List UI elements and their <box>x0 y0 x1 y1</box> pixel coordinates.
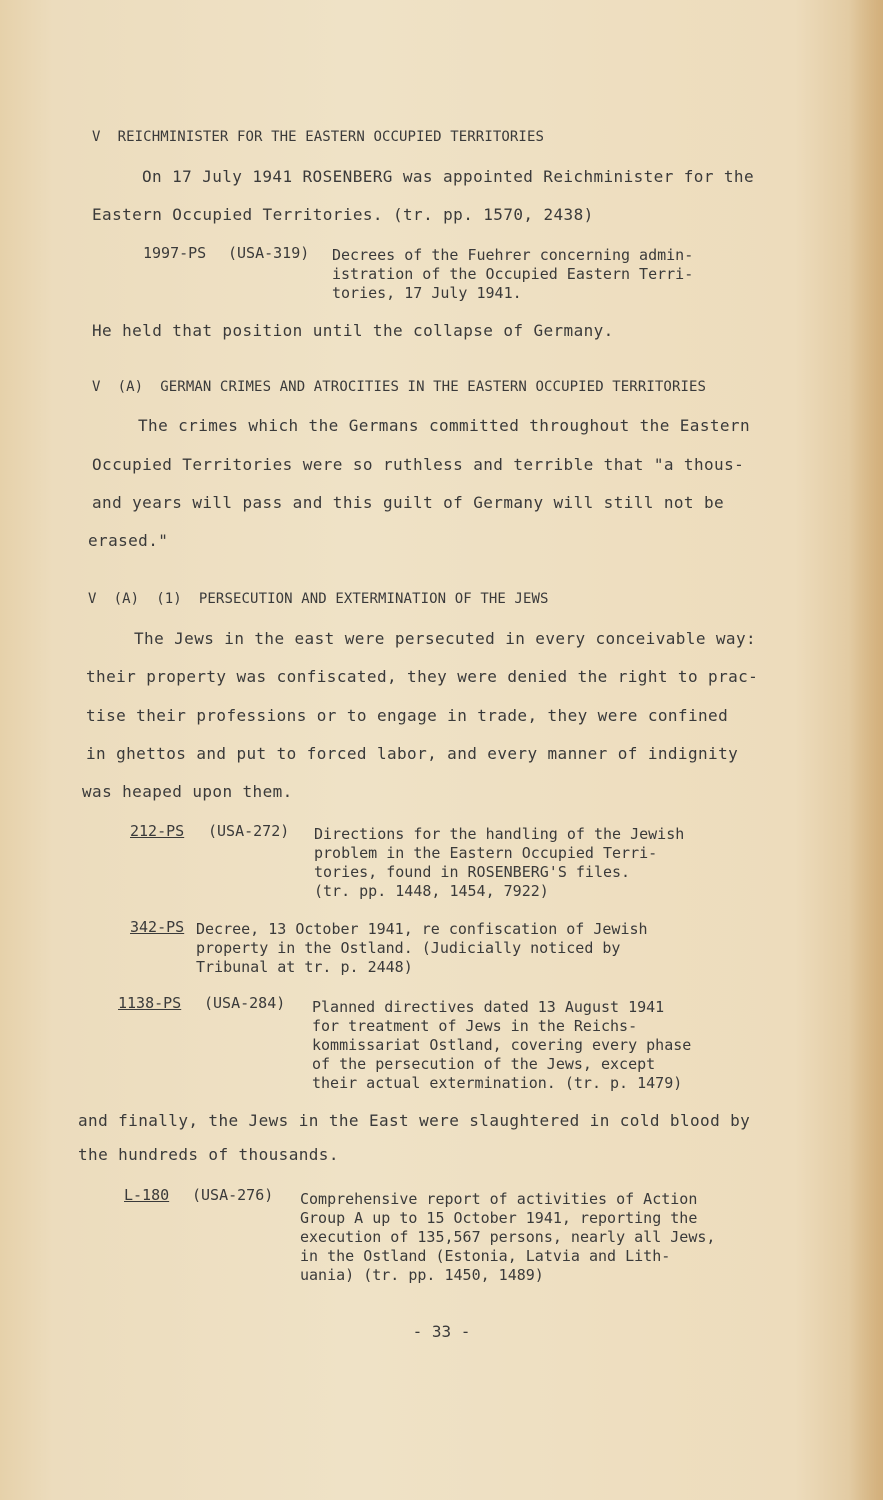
citation-text-line: Planned directives dated 13 August 1941 <box>312 998 665 1016</box>
paragraph-line: the hundreds of thousands. <box>78 1145 339 1164</box>
paragraph-line: The Jews in the east were persecuted in every conceivable way: <box>134 629 757 648</box>
section-va1-heading: V (A) (1) PERSECUTION AND EXTERMINATION OF THE JEWS <box>88 591 549 607</box>
paragraph-line: The crimes which the Germans committed throughout the Eastern <box>138 416 751 435</box>
citation-doc: 342-PS <box>130 918 185 936</box>
citation-text-line: Tribunal at tr. p. 2448) <box>196 958 413 976</box>
page-number: - 33 - <box>412 1322 471 1341</box>
citation-text-line: Comprehensive report of activities of Action <box>300 1190 698 1208</box>
paragraph-line: Occupied Territories were so ruthless and terrible that "a thous- <box>92 455 745 474</box>
citation-doc: 1138-PS <box>118 994 182 1012</box>
citation-text-line: problem in the Eastern Occupied Terri- <box>314 844 658 862</box>
paragraph-line: He held that position until the collapse of Germany. <box>92 321 614 340</box>
paragraph-line: was heaped upon them. <box>82 782 293 801</box>
citation-text-line: execution of 135,567 persons, nearly all Jews, <box>300 1228 716 1246</box>
paragraph-line: On 17 July 1941 ROSENBERG was appointed Reichminister for the <box>142 167 755 186</box>
paragraph-line: and years will pass and this guilt of Germany will still not be <box>92 493 725 512</box>
citation-text-line: in the Ostland (Estonia, Latvia and Lith- <box>300 1247 671 1265</box>
citation-text-line: kommissariat Ostland, covering every phase <box>312 1036 692 1054</box>
citation-text-line: of the persecution of the Jews, except <box>312 1055 656 1073</box>
citation-text-line: tories, found in ROSENBERG'S files. <box>314 863 631 881</box>
citation-exhibit: (USA-319) <box>228 244 310 262</box>
citation-text-line: Directions for the handling of the Jewish <box>314 825 685 843</box>
citation-exhibit: (USA-272) <box>208 822 290 840</box>
citation-text-line: (tr. pp. 1448, 1454, 7922) <box>314 882 549 900</box>
citation-text-line: their actual extermination. (tr. p. 1479) <box>312 1074 683 1092</box>
citation-exhibit: (USA-284) <box>204 994 286 1012</box>
citation-text-line: istration of the Occupied Eastern Terri- <box>332 265 694 283</box>
paragraph-line: their property was confiscated, they were denied the right to prac- <box>86 667 759 686</box>
paragraph-line: Eastern Occupied Territories. (tr. pp. 1570, 2438) <box>92 205 594 224</box>
citation-text-line: Decree, 13 October 1941, re confiscation of Jewish <box>196 920 648 938</box>
citation-text-line: Decrees of the Fuehrer concerning admin- <box>332 246 694 264</box>
citation-text-line: for treatment of Jews in the Reichs- <box>312 1017 638 1035</box>
paragraph-line: in ghettos and put to forced labor, and every manner of indignity <box>86 744 739 763</box>
citation-doc: 1997-PS <box>143 244 207 262</box>
citation-text-line: Group A up to 15 October 1941, reporting the <box>300 1209 698 1227</box>
section-v-heading: V REICHMINISTER FOR THE EASTERN OCCUPIED TERRITORIES <box>92 129 545 145</box>
paragraph-line: tise their professions or to engage in trade, they were confined <box>86 706 729 725</box>
citation-text-line: tories, 17 July 1941. <box>332 284 522 302</box>
citation-doc: 212-PS <box>130 822 185 840</box>
section-va-heading: V (A) GERMAN CRIMES AND ATROCITIES IN THE EASTERN OCCUPIED TERRITORIES <box>92 379 707 395</box>
paragraph-line: erased." <box>88 531 169 550</box>
citation-text-line: property in the Ostland. (Judicially noticed by <box>196 939 621 957</box>
citation-doc: L-180 <box>124 1186 170 1204</box>
citation-exhibit: (USA-276) <box>192 1186 274 1204</box>
citation-text-line: uania) (tr. pp. 1450, 1489) <box>300 1266 544 1284</box>
paper-edge-shadow <box>849 0 883 1500</box>
paragraph-line: and finally, the Jews in the East were slaughtered in cold blood by <box>78 1111 751 1130</box>
